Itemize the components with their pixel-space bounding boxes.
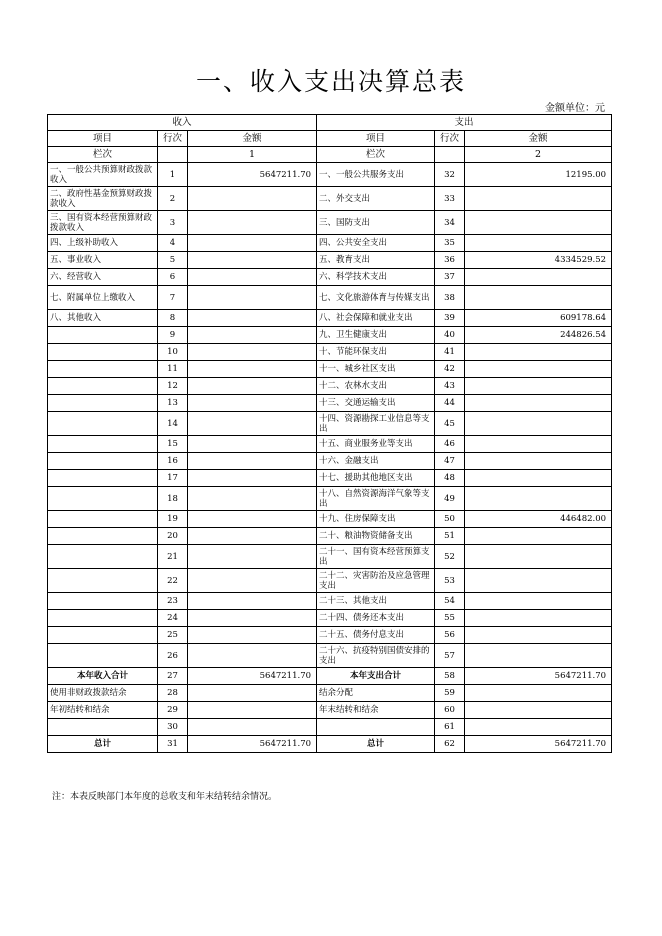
income-amount (188, 344, 317, 361)
income-row-number: 4 (158, 235, 188, 252)
expense-amount (465, 395, 612, 412)
expense-item: 十三、交通运输支出 (317, 395, 435, 412)
expense-row-number: 49 (435, 487, 465, 511)
income-amount (188, 569, 317, 593)
income-amount: 5647211.70 (188, 736, 317, 753)
table-row (48, 286, 612, 310)
income-item (48, 436, 158, 453)
expense-item: 十四、资源勘探工业信息等支出 (317, 412, 435, 436)
income-amount (188, 685, 317, 702)
income-item (48, 644, 158, 668)
income-amount (188, 593, 317, 610)
expense-amount (465, 610, 612, 627)
income-row-number: 5 (158, 252, 188, 269)
income-item: 四、上级补助收入 (48, 235, 158, 252)
expense-item: 二十五、债务付息支出 (317, 627, 435, 644)
income-amount (188, 610, 317, 627)
expense-row-number: 55 (435, 610, 465, 627)
income-row-number: 21 (158, 545, 188, 569)
expense-item: 九、卫生健康支出 (317, 327, 435, 344)
income-row-number: 9 (158, 327, 188, 344)
table-row (48, 378, 612, 395)
income-row-number: 25 (158, 627, 188, 644)
income-amount: 5647211.70 (188, 668, 317, 685)
expense-row-number: 52 (435, 545, 465, 569)
income-item (48, 487, 158, 511)
expense-item: 二十四、债务还本支出 (317, 610, 435, 627)
expense-amount (465, 436, 612, 453)
expense-row-number: 51 (435, 528, 465, 545)
table-row (48, 412, 612, 436)
expense-row-number: 43 (435, 378, 465, 395)
income-item (48, 511, 158, 528)
expense-item: 七、文化旅游体育与传媒支出 (317, 286, 435, 310)
expense-summary-item: 年末结转和结余 (317, 702, 435, 719)
table-row (48, 211, 612, 235)
expense-amount (465, 702, 612, 719)
table-row (48, 627, 612, 644)
expense-row-number: 39 (435, 310, 465, 327)
expense-amount (465, 528, 612, 545)
income-item (48, 528, 158, 545)
income-amount (188, 211, 317, 235)
income-row-number: 28 (158, 685, 188, 702)
expense-row-number: 50 (435, 511, 465, 528)
expense-row-number: 53 (435, 569, 465, 593)
expense-amount (465, 685, 612, 702)
income-row-number: 6 (158, 269, 188, 286)
expense-item-header: 项目 (317, 131, 435, 147)
table-row (48, 344, 612, 361)
summary-row (48, 702, 612, 719)
income-amount (188, 511, 317, 528)
expense-row-number: 54 (435, 593, 465, 610)
footnote: 注：本表反映部门本年度的总收支和年末结转结余情况。 (52, 792, 278, 802)
expense-item: 二十二、灾害防治及应急管理支出 (317, 569, 435, 593)
income-amount (188, 327, 317, 344)
income-row-number: 15 (158, 436, 188, 453)
expense-amount (465, 235, 612, 252)
income-row-number: 22 (158, 569, 188, 593)
expense-row-number: 37 (435, 269, 465, 286)
expense-column-label: 栏次 (317, 147, 435, 163)
expense-amount (465, 593, 612, 610)
income-amount (188, 235, 317, 252)
income-row-number: 1 (158, 163, 188, 187)
expense-item: 十七、援助其他地区支出 (317, 470, 435, 487)
expense-item: 八、社会保障和就业支出 (317, 310, 435, 327)
table-row (48, 269, 612, 286)
expense-row-number: 38 (435, 286, 465, 310)
table-row (48, 545, 612, 569)
expense-amount-header: 金额 (465, 131, 612, 147)
expense-column-number: 2 (465, 147, 612, 163)
summary-row (48, 685, 612, 702)
expense-summary-item: 本年支出合计 (317, 668, 435, 685)
table-row (48, 395, 612, 412)
expense-item: 十八、自然资源海洋气象等支出 (317, 487, 435, 511)
income-row-number: 30 (158, 719, 188, 736)
income-amount (188, 545, 317, 569)
expense-row-number: 40 (435, 327, 465, 344)
amount-unit: 金额单位：元 (545, 103, 605, 114)
table-row (48, 528, 612, 545)
expense-row-number: 60 (435, 702, 465, 719)
income-amount (188, 269, 317, 286)
expense-amount (465, 487, 612, 511)
expense-amount: 12195.00 (465, 163, 612, 187)
expense-header: 支出 (317, 115, 612, 131)
income-item: 三、国有资本经营预算财政拨款收入 (48, 211, 158, 235)
table-row (48, 569, 612, 593)
expense-row-number: 34 (435, 211, 465, 235)
income-row-number: 31 (158, 736, 188, 753)
table-row (48, 470, 612, 487)
expense-row-number: 48 (435, 470, 465, 487)
income-row-number: 29 (158, 702, 188, 719)
income-summary-item: 使用非财政拨款结余 (48, 685, 158, 702)
income-item (48, 453, 158, 470)
table-row (48, 453, 612, 470)
income-amount: 5647211.70 (188, 163, 317, 187)
expense-item: 十二、农林水支出 (317, 378, 435, 395)
expense-row-number: 32 (435, 163, 465, 187)
expense-amount: 5647211.70 (465, 736, 612, 753)
expense-amount (465, 644, 612, 668)
expense-row-number: 56 (435, 627, 465, 644)
expense-item: 十五、商业服务业等支出 (317, 436, 435, 453)
income-amount (188, 528, 317, 545)
income-amount (188, 487, 317, 511)
income-summary-item: 总计 (48, 736, 158, 753)
income-row-number: 7 (158, 286, 188, 310)
expense-amount (465, 378, 612, 395)
income-item (48, 470, 158, 487)
expense-item: 十六、金融支出 (317, 453, 435, 470)
expense-row-number: 58 (435, 668, 465, 685)
income-item (48, 327, 158, 344)
expense-rowno-header: 行次 (435, 131, 465, 147)
income-column-blank (158, 147, 188, 163)
income-amount (188, 187, 317, 211)
expense-amount (465, 187, 612, 211)
income-rowno-header: 行次 (158, 131, 188, 147)
expense-amount (465, 453, 612, 470)
income-item (48, 361, 158, 378)
expense-row-number: 57 (435, 644, 465, 668)
expense-item: 二十、粮油物资储备支出 (317, 528, 435, 545)
income-item (48, 395, 158, 412)
expense-amount (465, 627, 612, 644)
income-column-label: 栏次 (48, 147, 158, 163)
expense-amount: 5647211.70 (465, 668, 612, 685)
income-row-number: 20 (158, 528, 188, 545)
expense-item: 二十一、国有资本经营预算支出 (317, 545, 435, 569)
table-row (48, 252, 612, 269)
table-row (48, 327, 612, 344)
expense-row-number: 36 (435, 252, 465, 269)
expense-amount (465, 569, 612, 593)
income-header: 收入 (48, 115, 317, 131)
income-row-number: 2 (158, 187, 188, 211)
expense-amount: 446482.00 (465, 511, 612, 528)
income-amount (188, 719, 317, 736)
income-amount (188, 453, 317, 470)
table-row (48, 310, 612, 327)
expense-amount: 244826.54 (465, 327, 612, 344)
expense-item: 三、国防支出 (317, 211, 435, 235)
income-amount (188, 361, 317, 378)
income-row-number: 12 (158, 378, 188, 395)
income-item: 六、经营收入 (48, 269, 158, 286)
income-amount (188, 644, 317, 668)
table-row (48, 511, 612, 528)
income-row-number: 19 (158, 511, 188, 528)
income-item-header: 项目 (48, 131, 158, 147)
expense-amount (465, 286, 612, 310)
expense-row-number: 42 (435, 361, 465, 378)
income-amount (188, 627, 317, 644)
income-row-number: 27 (158, 668, 188, 685)
income-row-number: 14 (158, 412, 188, 436)
summary-row (48, 719, 612, 736)
table-row (48, 235, 612, 252)
expense-amount (465, 412, 612, 436)
income-amount (188, 395, 317, 412)
table-row (48, 593, 612, 610)
income-amount (188, 470, 317, 487)
expense-row-number: 62 (435, 736, 465, 753)
expense-row-number: 45 (435, 412, 465, 436)
income-amount (188, 378, 317, 395)
income-expense-table (47, 114, 612, 753)
page-title: 一、收入支出决算总表 (195, 67, 466, 96)
summary-row (48, 668, 612, 685)
income-row-number: 13 (158, 395, 188, 412)
income-item (48, 593, 158, 610)
summary-row (48, 736, 612, 753)
income-row-number: 16 (158, 453, 188, 470)
income-column-number: 1 (188, 147, 317, 163)
expense-row-number: 47 (435, 453, 465, 470)
expense-amount (465, 361, 612, 378)
expense-row-number: 33 (435, 187, 465, 211)
income-item: 五、事业收入 (48, 252, 158, 269)
expense-amount (465, 545, 612, 569)
table-row (48, 610, 612, 627)
income-summary-item (48, 719, 158, 736)
expense-row-number: 46 (435, 436, 465, 453)
income-item (48, 545, 158, 569)
expense-summary-item (317, 719, 435, 736)
expense-item: 五、教育支出 (317, 252, 435, 269)
table-row (48, 361, 612, 378)
income-item: 八、其他收入 (48, 310, 158, 327)
income-item: 二、政府性基金预算财政拨款收入 (48, 187, 158, 211)
expense-item: 二、外交支出 (317, 187, 435, 211)
income-row-number: 10 (158, 344, 188, 361)
income-row-number: 23 (158, 593, 188, 610)
income-amount (188, 412, 317, 436)
income-row-number: 24 (158, 610, 188, 627)
expense-row-number: 61 (435, 719, 465, 736)
expense-item: 二十六、抗疫特别国债安排的支出 (317, 644, 435, 668)
income-row-number: 17 (158, 470, 188, 487)
expense-row-number: 35 (435, 235, 465, 252)
table-row (48, 644, 612, 668)
income-item (48, 610, 158, 627)
expense-amount (465, 719, 612, 736)
income-amount-header: 金额 (188, 131, 317, 147)
income-amount (188, 436, 317, 453)
expense-amount: 609178.64 (465, 310, 612, 327)
table-row (48, 187, 612, 211)
income-item (48, 569, 158, 593)
income-row-number: 11 (158, 361, 188, 378)
table-row (48, 436, 612, 453)
expense-item: 二十三、其他支出 (317, 593, 435, 610)
income-row-number: 26 (158, 644, 188, 668)
expense-amount (465, 470, 612, 487)
expense-row-number: 41 (435, 344, 465, 361)
income-item: 七、附属单位上缴收入 (48, 286, 158, 310)
income-amount (188, 286, 317, 310)
expense-item: 一、一般公共服务支出 (317, 163, 435, 187)
income-item (48, 627, 158, 644)
income-item (48, 412, 158, 436)
expense-amount (465, 211, 612, 235)
expense-amount (465, 269, 612, 286)
expense-row-number: 44 (435, 395, 465, 412)
expense-item: 十九、住房保障支出 (317, 511, 435, 528)
table-row (48, 487, 612, 511)
income-item (48, 378, 158, 395)
expense-summary-item: 结余分配 (317, 685, 435, 702)
expense-summary-item: 总计 (317, 736, 435, 753)
income-amount (188, 310, 317, 327)
expense-row-number: 59 (435, 685, 465, 702)
income-row-number: 18 (158, 487, 188, 511)
expense-item: 十一、城乡社区支出 (317, 361, 435, 378)
table-row (48, 163, 612, 187)
income-item: 一、一般公共预算财政拨款收入 (48, 163, 158, 187)
expense-item: 六、科学技术支出 (317, 269, 435, 286)
income-row-number: 3 (158, 211, 188, 235)
expense-column-blank (435, 147, 465, 163)
expense-amount: 4334529.52 (465, 252, 612, 269)
income-item (48, 344, 158, 361)
income-amount (188, 702, 317, 719)
expense-amount (465, 344, 612, 361)
income-row-number: 8 (158, 310, 188, 327)
income-amount (188, 252, 317, 269)
expense-item: 十、节能环保支出 (317, 344, 435, 361)
expense-item: 四、公共安全支出 (317, 235, 435, 252)
income-summary-item: 本年收入合计 (48, 668, 158, 685)
income-summary-item: 年初结转和结余 (48, 702, 158, 719)
